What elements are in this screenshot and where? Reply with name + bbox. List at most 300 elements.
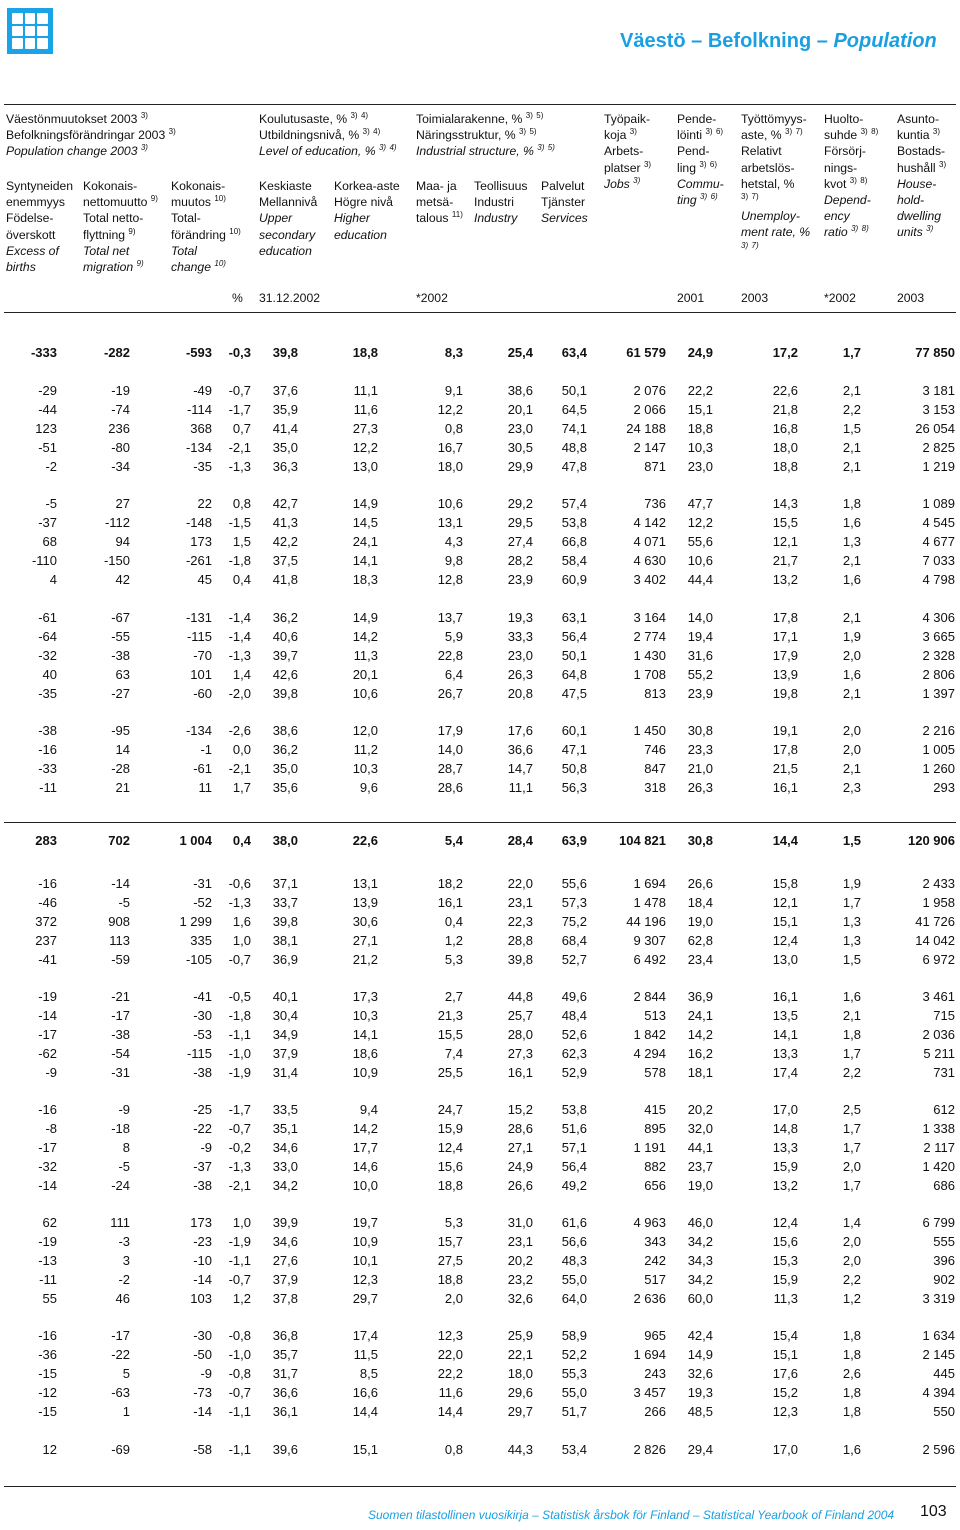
table-cell: 55,0	[561, 1271, 587, 1287]
table-cell: -19	[111, 383, 130, 398]
table-cell: 27,4	[507, 533, 533, 549]
table-cell: 58,4	[561, 552, 587, 568]
table-row	[0, 553, 960, 572]
table-cell: 21,7	[772, 552, 798, 568]
table-cell: 266	[644, 1403, 666, 1419]
table-cell: -38	[38, 723, 57, 738]
table-cell: 55,6	[687, 533, 713, 549]
table-cell: 26 054	[915, 420, 955, 436]
table-cell: 15,1	[352, 1442, 378, 1457]
table-cell: 372	[35, 913, 57, 929]
table-cell: -0,6	[228, 876, 251, 891]
table-cell: 18,1	[687, 1064, 713, 1080]
table-cell: 24 188	[626, 420, 666, 436]
table-cell: 56,4	[561, 628, 587, 644]
table-cell: 0,7	[232, 420, 251, 436]
table-cell: 13,1	[437, 514, 463, 530]
table-cell: 50,1	[561, 647, 587, 663]
table-cell: -21	[111, 989, 130, 1004]
table-cell: -18	[111, 1120, 130, 1136]
table-cell: 34,9	[272, 1026, 298, 1042]
table-cell: 10,1	[352, 1252, 378, 1268]
table-cell: -32	[38, 647, 57, 663]
table-cell: 60,1	[561, 723, 587, 738]
table-cell: 1,6	[842, 571, 861, 587]
table-cell: 1,5	[842, 833, 861, 848]
table-cell: -2,1	[228, 1177, 251, 1193]
table-cell: 15,6	[437, 1158, 463, 1174]
table-cell: 21,3	[437, 1007, 463, 1023]
table-cell: 60,9	[561, 571, 587, 587]
table-cell: -41	[193, 989, 212, 1004]
table-cell: 111	[110, 1215, 130, 1230]
table-cell: -1,9	[228, 1233, 251, 1249]
table-cell: -55	[111, 628, 130, 644]
table-cell: 4 306	[922, 610, 955, 625]
table-cell: 19,7	[352, 1215, 378, 1230]
table-cell: 30,8	[687, 833, 713, 848]
table-cell: 2 636	[633, 1290, 666, 1306]
table-cell: 578	[644, 1064, 666, 1080]
table-cell: 68	[42, 533, 57, 549]
table-cell: 2,0	[842, 1158, 861, 1174]
table-cell: 2,0	[842, 741, 861, 757]
table-cell: -5	[118, 894, 130, 910]
table-row	[0, 534, 960, 553]
table-row	[0, 383, 960, 402]
table-cell: 15,1	[772, 913, 798, 929]
table-cell: 32,0	[687, 1120, 713, 1136]
table-cell: 1 708	[633, 666, 666, 682]
table-cell: 3 402	[633, 571, 666, 587]
table-cell: 24,7	[437, 1102, 463, 1117]
table-cell: 36,2	[272, 741, 298, 757]
table-cell: 9,6	[359, 779, 378, 795]
table-cell: 1,2	[232, 1290, 251, 1306]
table-cell: 656	[644, 1177, 666, 1193]
table-cell: 242	[644, 1252, 666, 1268]
table-cell: -1,7	[228, 401, 251, 417]
table-cell: 14,2	[352, 1120, 378, 1136]
table-cell: -2	[45, 458, 57, 474]
table-row	[0, 933, 960, 952]
title-separator: –	[816, 30, 828, 52]
table-cell: 12,3	[437, 1328, 463, 1343]
table-cell: -9	[200, 1365, 212, 1381]
table-cell: 2 806	[922, 666, 955, 682]
table-cell: 10,6	[687, 552, 713, 568]
table-cell: 1,7	[842, 345, 861, 360]
table-cell: 23,7	[687, 1158, 713, 1174]
table-cell: -50	[193, 1346, 212, 1362]
table-cell: 57,3	[561, 894, 587, 910]
table-cell: -22	[193, 1120, 212, 1136]
table-cell: 17,1	[772, 628, 798, 644]
table-cell: 42	[115, 571, 130, 587]
table-cell: 36,6	[507, 741, 533, 757]
table-cell: 60,0	[687, 1290, 713, 1306]
table-cell: 23,3	[687, 741, 713, 757]
table-cell: 24,1	[687, 1007, 713, 1023]
table-cell: 8,5	[359, 1365, 378, 1381]
header-natural-increase: Syntyneiden enemmyys Födelse- överskott Excess of births	[6, 179, 74, 275]
table-cell: 1 478	[633, 894, 666, 910]
table-cell: 13,3	[772, 1045, 798, 1061]
table-cell: 1,9	[842, 876, 861, 891]
table-cell: 39,8	[272, 345, 298, 360]
table-cell: 48,5	[687, 1403, 713, 1419]
table-cell: 61,6	[561, 1215, 587, 1230]
table-cell: -23	[193, 1233, 212, 1249]
table-cell: -0,7	[228, 1271, 251, 1287]
table-cell: -52	[193, 894, 212, 910]
table-cell: 47,1	[561, 741, 587, 757]
table-cell: 44,4	[687, 571, 713, 587]
table-cell: 2,0	[842, 647, 861, 663]
header-upper-secondary: Keskiaste Mellannivå Upper secondary education	[259, 179, 318, 258]
table-cell: 23,0	[507, 647, 533, 663]
table-cell: 11,1	[353, 383, 378, 398]
table-cell: 35,0	[272, 760, 298, 776]
table-cell: -16	[38, 1328, 57, 1343]
table-cell: -30	[193, 1007, 212, 1023]
header-population-change: Väestönmuutokset 2003 $^{3)}$ Befolkningsförändringar 2003 $^{3)}$ Population change 2003 $^{3)}$	[6, 110, 176, 159]
table-cell: 20,2	[507, 1252, 533, 1268]
table-cell: -1,1	[228, 1403, 251, 1419]
table-cell: 2,1	[842, 685, 861, 701]
reference-education-date: 31.12.2002	[259, 291, 320, 305]
table-cell: 55,3	[561, 1365, 587, 1381]
table-cell: 0,8	[444, 1442, 463, 1457]
table-row	[0, 421, 960, 440]
table-cell: 50,8	[561, 760, 587, 776]
table-cell: 39,9	[272, 1215, 298, 1230]
table-cell: -2,1	[228, 439, 251, 455]
table-cell: 123	[35, 420, 57, 436]
table-cell: 2,1	[842, 439, 861, 455]
table-cell: 1 694	[633, 876, 666, 891]
table-cell: 2 826	[633, 1442, 666, 1457]
table-cell: 15,2	[772, 1384, 798, 1400]
table-cell: 3	[122, 1252, 130, 1268]
table-cell: -61	[193, 760, 212, 776]
table-cell: 19,3	[507, 610, 533, 625]
table-cell: 335	[190, 932, 212, 948]
table-cell: -38	[193, 1064, 212, 1080]
table-cell: 14,4	[772, 833, 798, 848]
table-cell: 48,4	[561, 1007, 587, 1023]
table-cell: 3 461	[922, 989, 955, 1004]
table-cell: 14,0	[687, 610, 713, 625]
table-cell: 12,4	[772, 932, 798, 948]
table-cell: 62,3	[561, 1045, 587, 1061]
table-cell: 34,6	[272, 1233, 298, 1249]
table-cell: 23,1	[507, 894, 533, 910]
table-cell: 13,5	[772, 1007, 798, 1023]
table-cell: 36,8	[272, 1328, 298, 1343]
table-cell: 4 630	[633, 552, 666, 568]
table-cell: 29,7	[352, 1290, 378, 1306]
table-cell: 46	[115, 1290, 130, 1306]
table-cell: 12,2	[437, 401, 463, 417]
table-cell: 15,8	[772, 876, 798, 891]
table-cell: 4,3	[444, 533, 463, 549]
table-cell: 39,6	[272, 1442, 298, 1457]
table-cell: -80	[111, 439, 130, 455]
table-cell: 16,1	[507, 1064, 533, 1080]
table-cell: 29,6	[507, 1384, 533, 1400]
table-cell: 63,4	[561, 345, 587, 360]
table-cell: 30,5	[507, 439, 533, 455]
table-cell: -15	[38, 1403, 57, 1419]
table-cell: 11	[198, 779, 212, 795]
table-cell: 293	[933, 779, 955, 795]
table-cell: -9	[118, 1102, 130, 1117]
table-cell: 14,9	[352, 610, 378, 625]
table-cell: 8	[122, 1139, 130, 1155]
table-cell: 2,1	[842, 383, 861, 398]
table-cell: 17,0	[772, 1442, 798, 1457]
table-cell: 42,7	[272, 496, 298, 511]
table-cell: 64,8	[561, 666, 587, 682]
table-cell: 15,2	[507, 1102, 533, 1117]
table-cell: 19,0	[687, 1177, 713, 1193]
table-cell: 2 036	[922, 1026, 955, 1042]
table-cell: 612	[933, 1102, 955, 1117]
table-cell: 1,7	[842, 894, 861, 910]
table-cell: 4 677	[922, 533, 955, 549]
table-cell: 10,6	[352, 685, 378, 701]
table-cell: 39,7	[272, 647, 298, 663]
table-cell: 14,9	[687, 1346, 713, 1362]
table-cell: 53,8	[561, 514, 587, 530]
table-row	[0, 876, 960, 895]
table-cell: 2,1	[842, 458, 861, 474]
table-cell: 9,1	[444, 383, 463, 398]
table-cell: 56,4	[561, 1158, 587, 1174]
table-cell: -41	[38, 951, 57, 967]
table-cell: -95	[111, 723, 130, 738]
table-bottom-rule	[4, 1486, 956, 1487]
table-cell: 4 294	[633, 1045, 666, 1061]
table-cell: -14	[38, 1007, 57, 1023]
table-cell: 28,0	[507, 1026, 533, 1042]
table-cell: 368	[190, 420, 212, 436]
table-cell: 7 033	[922, 552, 955, 568]
table-cell: 813	[644, 685, 666, 701]
table-cell: 22,1	[507, 1346, 533, 1362]
table-cell: -1,1	[228, 1252, 251, 1268]
table-cell: 44,8	[507, 989, 533, 1004]
table-cell: 15,1	[772, 1346, 798, 1362]
table-cell: 7,4	[444, 1045, 463, 1061]
table-cell: 0,8	[444, 420, 463, 436]
table-row	[0, 1253, 960, 1272]
table-cell: 51,6	[561, 1120, 587, 1136]
table-cell: 5 211	[923, 1045, 955, 1061]
table-row	[0, 1102, 960, 1121]
table-cell: 103	[190, 1290, 212, 1306]
table-cell: 3 164	[633, 610, 666, 625]
table-cell: 31,4	[272, 1064, 298, 1080]
table-cell: 1 191	[633, 1139, 666, 1155]
table-cell: 45	[197, 571, 212, 587]
table-cell: 23,9	[507, 571, 533, 587]
table-cell: -2	[118, 1271, 130, 1287]
table-cell: -16	[38, 741, 57, 757]
table-cell: -1,1	[228, 1026, 251, 1042]
table-cell: -17	[38, 1026, 57, 1042]
table-cell: 19,4	[687, 628, 713, 644]
table-cell: -110	[31, 552, 57, 568]
table-cell: 16,7	[437, 439, 463, 455]
table-cell: 12,0	[352, 723, 378, 738]
table-cell: 1,3	[842, 932, 861, 948]
table-cell: 21,2	[352, 951, 378, 967]
section-rule	[4, 822, 956, 823]
table-row	[0, 440, 960, 459]
table-cell: 41,8	[272, 571, 298, 587]
table-cell: 2,2	[842, 1271, 861, 1287]
table-cell: 10,3	[352, 760, 378, 776]
table-cell: -11	[39, 1271, 57, 1287]
table-cell: -148	[185, 514, 212, 530]
table-cell: 4 394	[922, 1384, 955, 1400]
table-cell: -134	[185, 439, 212, 455]
table-cell: 445	[933, 1365, 955, 1381]
table-cell: -16	[38, 1102, 57, 1117]
header-higher-education: Korkea-aste Högre nivå Higher education	[334, 179, 400, 242]
table-cell: 4 798	[922, 571, 955, 587]
header-industry: Teollisuus Industri Industry	[474, 179, 528, 226]
table-cell: -16	[38, 876, 57, 891]
table-cell: 736	[644, 496, 666, 511]
table-cell: 29,5	[507, 514, 533, 530]
table-cell: 2,0	[842, 1233, 861, 1249]
footer-publication: Suomen tilastollinen vuosikirja – Statistisk årsbok för Finland – Statistical Yearbook of Finland 2004	[368, 1508, 895, 1522]
table-row	[0, 1328, 960, 1347]
table-cell: -74	[111, 401, 130, 417]
table-cell: 44 196	[626, 913, 666, 929]
table-cell: 28,6	[437, 779, 463, 795]
table-cell: 2 825	[922, 439, 955, 455]
table-cell: 41,4	[272, 420, 298, 436]
table-cell: 17,4	[352, 1328, 378, 1343]
table-cell: 1,5	[842, 420, 861, 436]
table-cell: 2 216	[922, 723, 955, 738]
table-cell: 4	[49, 571, 57, 587]
table-cell: 63,9	[561, 833, 587, 848]
table-cell: 6 799	[922, 1215, 955, 1230]
table-cell: 28,2	[507, 552, 533, 568]
table-cell: -33	[38, 760, 57, 776]
table-cell: 4 071	[633, 533, 666, 549]
table-cell: 47,5	[561, 685, 587, 701]
table-cell: -64	[38, 628, 57, 644]
table-cell: -15	[38, 1365, 57, 1381]
table-cell: 871	[644, 458, 666, 474]
table-cell: 113	[109, 932, 130, 948]
header-services: Palvelut Tjänster Services	[541, 179, 588, 226]
table-cell: 18,4	[687, 894, 713, 910]
table-cell: -17	[111, 1007, 130, 1023]
table-cell: 36,2	[272, 610, 298, 625]
table-cell: -19	[38, 989, 57, 1004]
table-cell: -115	[186, 1045, 212, 1061]
table-cell: 20,1	[507, 401, 533, 417]
table-cell: 42,2	[272, 533, 298, 549]
table-row	[0, 833, 960, 852]
table-cell: 16,1	[772, 779, 798, 795]
table-cell: 1 958	[922, 894, 955, 910]
header-education-group: Koulutusaste, % $^{3)}$ $^{4)}$ Utbildningsnivå, % $^{3)}$ $^{4)}$ Level of education, % $^{3)}$ $^{4)}$	[259, 110, 397, 159]
table-cell: 2 433	[922, 876, 955, 891]
table-cell: 14,1	[772, 1026, 798, 1042]
table-row	[0, 1272, 960, 1291]
table-cell: 6 972	[922, 951, 955, 967]
table-cell: 0,4	[444, 913, 463, 929]
table-cell: 14,1	[352, 552, 378, 568]
table-cell: 55	[42, 1290, 57, 1306]
table-cell: 39,8	[272, 685, 298, 701]
table-cell: 49,6	[561, 989, 587, 1004]
table-cell: 237	[35, 932, 57, 948]
table-cell: 2,1	[842, 1007, 861, 1023]
table-cell: 18,8	[437, 1271, 463, 1287]
table-cell: 0,4	[232, 571, 251, 587]
table-cell: 15,1	[687, 401, 713, 417]
table-cell: -73	[193, 1384, 212, 1400]
title-fi: Väestö	[620, 30, 686, 52]
table-cell: 33,5	[272, 1102, 298, 1117]
table-cell: 21,8	[772, 401, 798, 417]
table-cell: 29,7	[507, 1403, 533, 1419]
table-cell: 1,3	[842, 913, 861, 929]
table-cell: -131	[185, 610, 212, 625]
table-cell: 52,2	[561, 1346, 587, 1362]
table-cell: 1,6	[232, 913, 251, 929]
table-cell: 14,7	[507, 760, 533, 776]
table-cell: 25,5	[437, 1064, 463, 1080]
table-cell: -34	[111, 458, 130, 474]
table-cell: 33,0	[272, 1158, 298, 1174]
table-cell: 37,5	[272, 552, 298, 568]
table-cell: 1,2	[842, 1290, 861, 1306]
table-row	[0, 1404, 960, 1423]
header-total-change: Kokonais- muutos $^{10)}$ Total- förändring $^{10)}$ Total change $^{10)}$	[171, 179, 241, 275]
table-cell: 1,4	[842, 1215, 861, 1230]
table-cell: 48,3	[561, 1252, 587, 1268]
table-cell: 731	[933, 1064, 955, 1080]
table-cell: 18,0	[437, 458, 463, 474]
table-row	[0, 761, 960, 780]
table-row	[0, 1027, 960, 1046]
table-cell: 12,8	[437, 571, 463, 587]
table-cell: -49	[193, 383, 212, 398]
table-cell: 74,1	[561, 420, 587, 436]
table-cell: 25,4	[507, 345, 533, 360]
table-cell: 13,1	[352, 876, 378, 891]
table-cell: 5,3	[444, 1215, 463, 1230]
table-cell: 30,8	[687, 723, 713, 738]
table-cell: 715	[933, 1007, 955, 1023]
table-cell: 64,0	[561, 1290, 587, 1306]
table-cell: -31	[193, 876, 212, 891]
table-cell: 51,7	[561, 1403, 587, 1419]
table-cell: 1,4	[232, 666, 251, 682]
table-cell: -59	[111, 951, 130, 967]
table-cell: 22	[197, 496, 212, 511]
